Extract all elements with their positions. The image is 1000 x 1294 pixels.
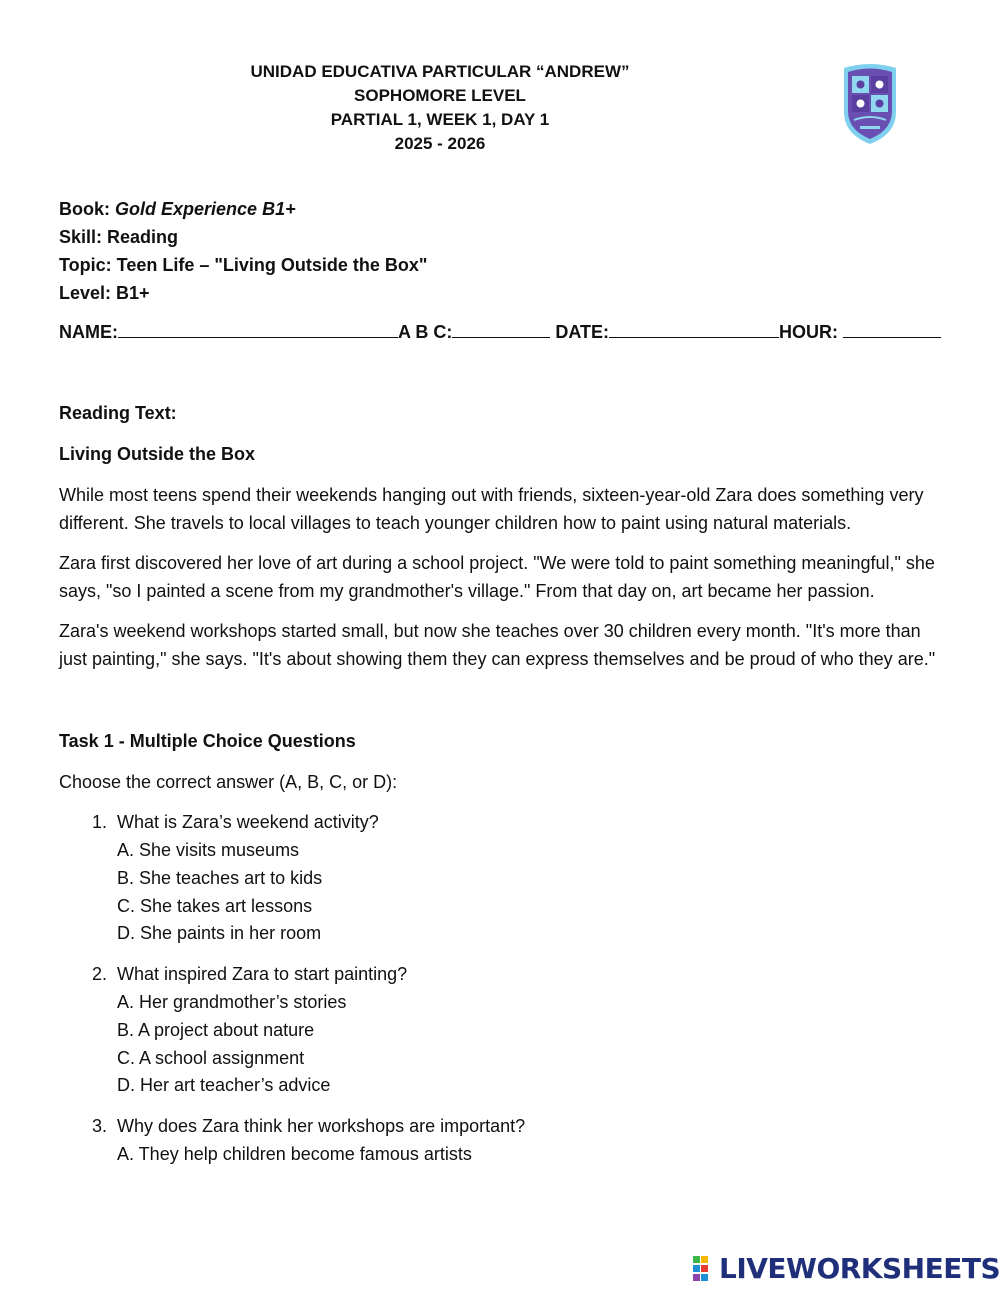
question-text: What inspired Zara to start painting? — [117, 964, 408, 985]
school-shield-logo — [840, 62, 900, 146]
question-3 — [59, 1113, 944, 1169]
option-a[interactable]: A. They help children become famous artists — [117, 1143, 472, 1164]
question-2 — [59, 961, 944, 1100]
worksheet-body — [59, 400, 944, 1182]
option-a[interactable]: A. She visits museums — [117, 839, 300, 860]
name-input-line[interactable] — [118, 320, 398, 338]
liveworksheets-logo — [693, 1253, 1000, 1285]
option-c[interactable]: C. She takes art lessons — [117, 895, 313, 916]
question-number: 1. — [91, 812, 107, 833]
school-name: UNIDAD EDUCATIVA PARTICULAR “ANDREW” — [250, 62, 630, 81]
question-number: 3. — [91, 1116, 107, 1137]
name-label: NAME: — [59, 322, 118, 342]
option-d[interactable]: D. She paints in her room — [117, 923, 322, 944]
student-fields — [59, 320, 944, 344]
question-text: Why does Zara think her workshops are important? — [117, 1116, 526, 1137]
book-line — [59, 195, 427, 223]
skill-line: Skill: Reading — [59, 227, 179, 247]
option-b[interactable]: B. She teaches art to kids — [117, 867, 323, 888]
liveworksheets-icon — [693, 1256, 717, 1282]
reading-title: Living Outside the Box — [59, 444, 256, 464]
book-title: Gold Experience B1+ — [115, 199, 296, 219]
option-c[interactable]: C. A school assignment — [117, 1047, 305, 1068]
task1-title: Task 1 - Multiple Choice Questions — [59, 730, 356, 751]
question-text: What is Zara’s weekend activity? — [117, 812, 379, 833]
hour-input-line[interactable] — [843, 320, 941, 338]
hour-label: HOUR: — [779, 322, 839, 342]
date-label: DATE: — [555, 322, 610, 342]
task1-instruction: Choose the correct answer (A, B, C, or D): — [59, 771, 398, 792]
reading-paragraph: Zara first discovered her love of art during a school project. "We were told to paint something meaningful," she says, "so I painted a scene from my grandmother's village." From that day on, art became her passion. — [59, 553, 935, 601]
question-number: 2. — [91, 964, 107, 985]
abc-label: A B C: — [398, 322, 453, 342]
question-1 — [59, 809, 944, 948]
partial-week-day: PARTIAL 1, WEEK 1, DAY 1 — [330, 110, 550, 129]
brand-name: LIVEWORKSHEETS — [719, 1252, 1000, 1285]
reading-paragraph: Zara's weekend workshops started small, but now she teaches over 30 children every month. "It's more than just painting," she says. "It's about showing them they can express themselves and be proud of who they are." — [59, 621, 936, 669]
date-input-line[interactable] — [609, 320, 779, 338]
option-b[interactable]: B. A project about nature — [117, 1019, 315, 1040]
reading-paragraph: While most teens spend their weekends hanging out with friends, sixteen-year-old Zara does something very different. She travels to local villages to teach younger children how to paint using natural materials. — [59, 485, 924, 533]
level-title: SOPHOMORE LEVEL — [354, 86, 526, 105]
reading-heading: Reading Text: — [59, 403, 177, 423]
document-header — [0, 60, 880, 156]
topic-line: Topic: Teen Life – "Living Outside the Box" — [59, 255, 428, 275]
level-line: Level: B1+ — [59, 283, 150, 303]
school-year: 2025 - 2026 — [394, 134, 486, 153]
option-d[interactable]: D. Her art teacher’s advice — [117, 1075, 331, 1096]
abc-input-line[interactable] — [452, 320, 550, 338]
worksheet-info — [59, 195, 427, 307]
book-label: Book: — [59, 199, 110, 219]
option-a[interactable]: A. Her grandmother’s stories — [117, 991, 347, 1012]
